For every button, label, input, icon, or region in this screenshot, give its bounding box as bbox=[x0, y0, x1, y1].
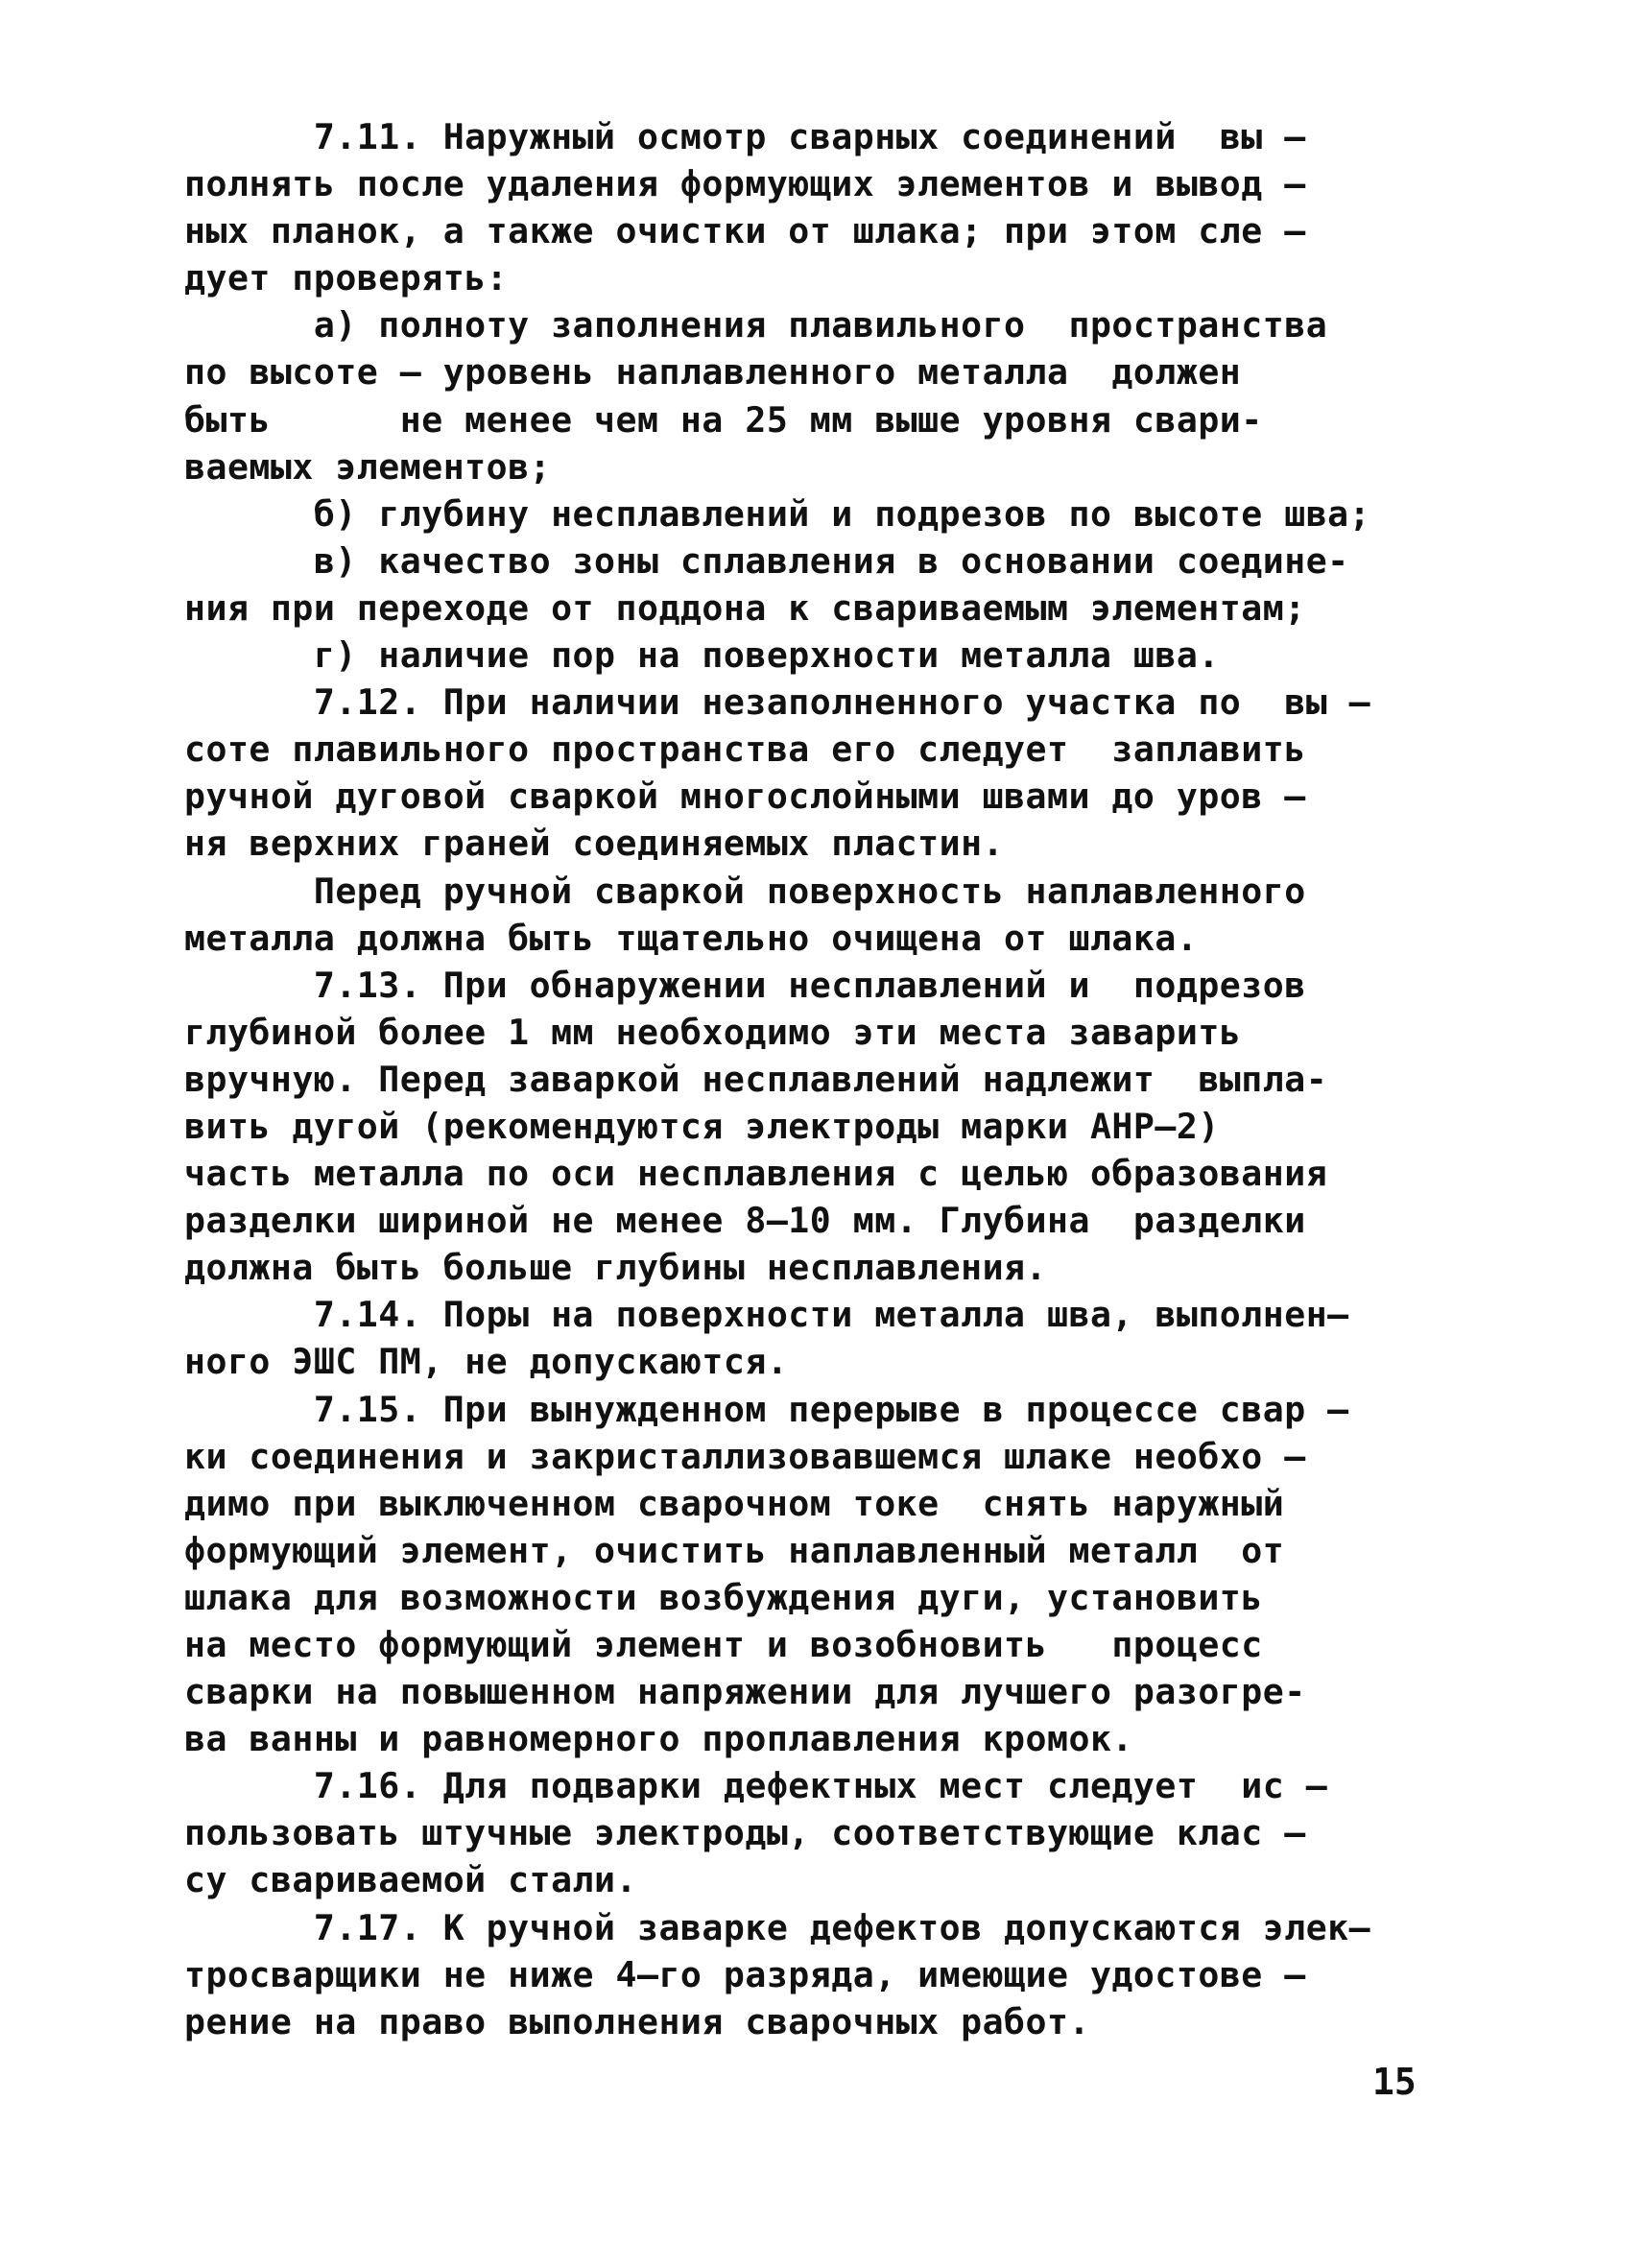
text-line: сварки на повышенном напряжении для лучшего разогре- bbox=[184, 1671, 1306, 1713]
text-line: б) глубину несплавлений и подрезов по высоте шва; bbox=[184, 492, 1371, 535]
text-line: ния при переходе от поддона к свариваемым элементам; bbox=[184, 586, 1306, 629]
text-line: формующий элемент, очистить наплавленный металл от bbox=[184, 1529, 1285, 1571]
text-line: вручную. Перед заваркой несплавлений надлежит выпла- bbox=[184, 1058, 1328, 1100]
text-line: су свариваемой стали. bbox=[184, 1859, 637, 1901]
text-line: пользовать штучные электроды, соответствующие клас – bbox=[184, 1812, 1306, 1854]
text-line: по высоте – уровень наплавленного металла должен bbox=[184, 351, 1242, 394]
text-line: ня верхних граней соединяемых пластин. bbox=[184, 823, 1005, 865]
text-line: глубиной более 1 мм необходимо эти места заварить bbox=[184, 1011, 1242, 1053]
text-line: 7.14. Поры на поверхности металла шва, выполнен– bbox=[184, 1294, 1349, 1336]
text-line: соте плавильного пространства его следует заплавить bbox=[184, 728, 1306, 771]
text-line: разделки шириной не менее 8–10 мм. Глубина разделки bbox=[184, 1200, 1306, 1242]
text-line: металла должна быть тщательно очищена от шлака. bbox=[184, 917, 1199, 959]
text-line: ки соединения и закристаллизовавшемся шлаке необхо – bbox=[184, 1435, 1306, 1477]
text-line: часть металла по оси несплавления с целью образования bbox=[184, 1153, 1328, 1195]
text-line: вить дугой (рекомендуются электроды марки АНР–2) bbox=[184, 1105, 1220, 1147]
text-line: тросварщики не ниже 4–го разряда, имеющие удостове – bbox=[184, 1953, 1306, 1995]
text-line: полнять после удаления формующих элементов и вывод – bbox=[184, 163, 1306, 205]
text-line: г) наличие пор на поверхности металла шва. bbox=[184, 634, 1220, 677]
page-number: 15 bbox=[1372, 2061, 1417, 2103]
text-line: дует проверять: bbox=[184, 257, 509, 299]
text-line: в) качество зоны сплавления в основании соедине- bbox=[184, 539, 1349, 582]
text-line: ных планок, а также очистки от шлака; при этом сле – bbox=[184, 210, 1306, 252]
text-line: ва ванны и равномерного проплавления кромок. bbox=[184, 1718, 1133, 1760]
text-line: ваемых элементов; bbox=[184, 445, 552, 488]
text-line: на место формующий элемент и возобновить процесс bbox=[184, 1624, 1263, 1665]
text-line: 7.13. При обнаружении несплавлений и подрезов bbox=[184, 964, 1306, 1006]
text-line: рение на право выполнения сварочных работ. bbox=[184, 2000, 1090, 2042]
text-line: 7.16. Для подварки дефектных мест следует ис – bbox=[184, 1765, 1328, 1807]
text-line: ного ЭШС ПМ, не допускаются. bbox=[184, 1341, 789, 1383]
text-line: Перед ручной сваркой поверхность наплавленного bbox=[184, 870, 1306, 912]
text-line: 7.15. При вынужденном перерыве в процессе свар – bbox=[184, 1388, 1349, 1430]
text-line: а) полноту заполнения плавильного пространства bbox=[184, 304, 1328, 346]
text-line: шлака для возможности возбуждения дуги, установить bbox=[184, 1576, 1263, 1618]
text-line: 7.12. При наличии незаполненного участка по вы – bbox=[184, 681, 1371, 724]
text-line: должна быть больше глубины несплавления. bbox=[184, 1247, 1047, 1289]
body-text bbox=[184, 113, 1451, 2045]
text-line: 7.17. К ручной заварке дефектов допускаются элек– bbox=[184, 1906, 1371, 1948]
text-line: димо при выключенном сварочном токе снять наружный bbox=[184, 1482, 1285, 1524]
text-line: быть не менее чем на 25 мм выше уровня свари- bbox=[184, 398, 1263, 441]
text-line: ручной дуговой сваркой многослойными швами до уров – bbox=[184, 776, 1306, 818]
text-line: 7.11. Наружный осмотр сварных соединений вы – bbox=[184, 116, 1306, 157]
